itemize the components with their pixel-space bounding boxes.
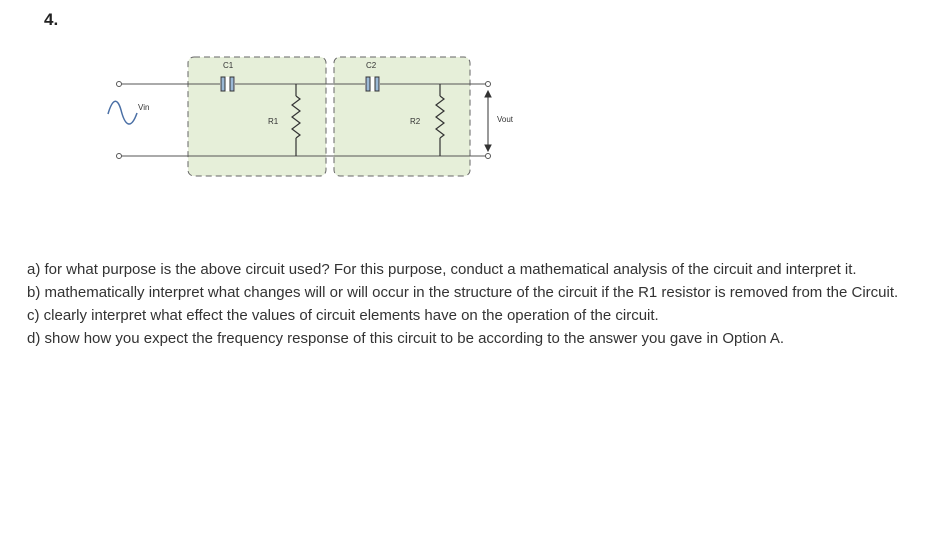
ac-source-sine-icon	[108, 101, 137, 124]
question-a: a) for what purpose is the above circuit used? For this purpose, conduct a mathematical analysis of the circuit and interpret it.	[27, 261, 857, 278]
vout-arrow	[485, 91, 491, 151]
label-r2: R2	[410, 117, 421, 126]
label-r1: R1	[268, 117, 279, 126]
label-c1: C1	[223, 61, 234, 70]
question-d: d) show how you expect the frequency response of this circuit to be according to the answer you gave in Option A.	[27, 330, 785, 347]
stage-2-box	[334, 57, 470, 176]
capacitor-c1	[220, 77, 235, 91]
stage-1-box	[188, 57, 326, 176]
question-number: 4.	[44, 10, 59, 29]
label-vout: Vout	[497, 115, 514, 124]
input-terminal-top	[117, 82, 122, 87]
label-vin: Vin	[138, 103, 150, 112]
question-c: c) clearly interpret what effect the values of circuit elements have on the operation of the circuit.	[27, 307, 659, 324]
output-terminal-top	[486, 82, 491, 87]
capacitor-c2	[365, 77, 380, 91]
input-terminal-bottom	[117, 154, 122, 159]
output-terminal-bottom	[486, 154, 491, 159]
label-c2: C2	[366, 61, 377, 70]
rc-filter-circuit-diagram	[0, 0, 928, 240]
question-list	[27, 258, 907, 350]
question-b: b) mathematically interpret what changes will or will occur in the structure of the circuit if the R1 resistor is removed from the Circuit.	[27, 284, 899, 301]
